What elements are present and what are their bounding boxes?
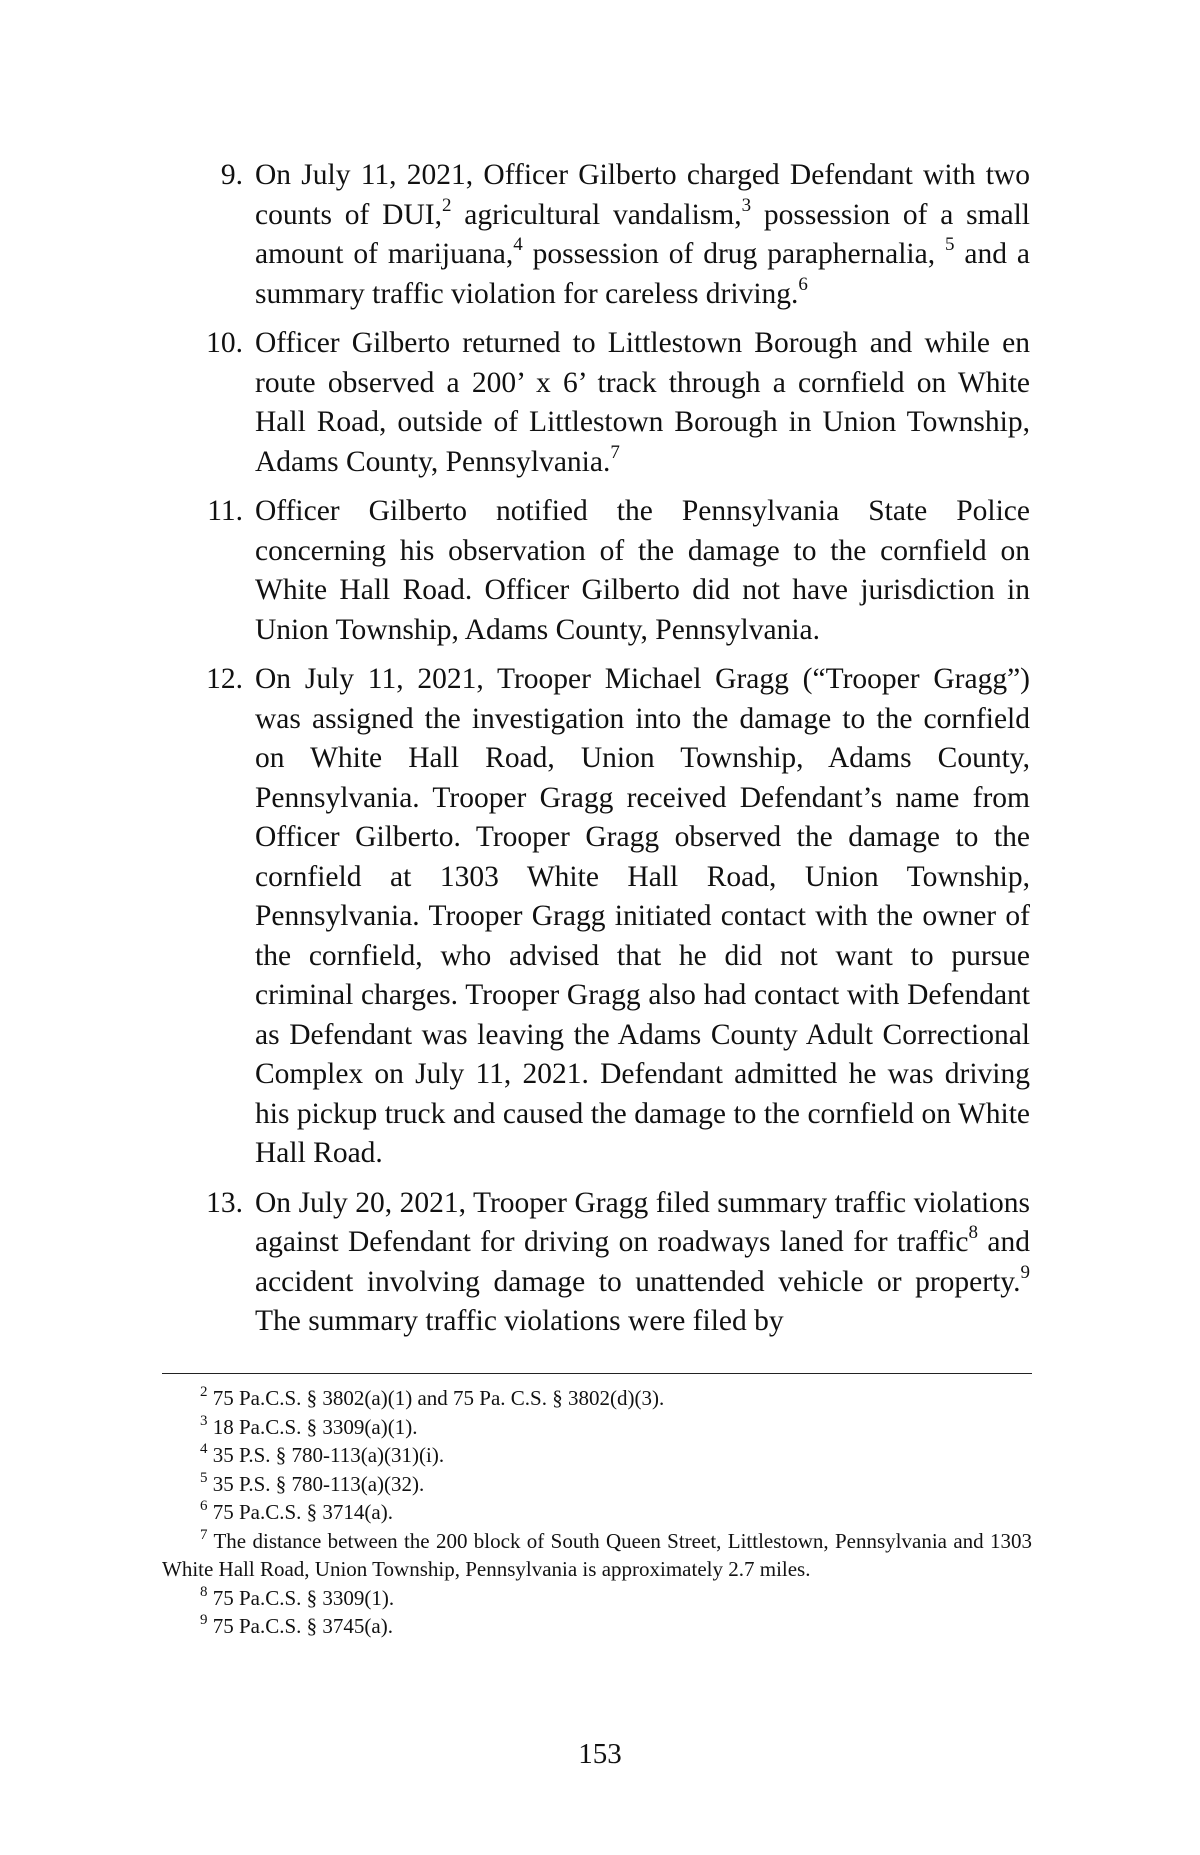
footnote-ref[interactable]: 4	[513, 234, 523, 256]
paragraph-text	[255, 156, 1030, 314]
footnote-text: 35 P.S. § 780-113(a)(31)(i).	[212, 1443, 445, 1467]
footnote	[162, 1612, 1032, 1641]
footnote-ref[interactable]: 6	[798, 273, 808, 295]
paragraph-text	[255, 492, 1030, 650]
footnote-text: 75 Pa.C.S. § 3802(a)(1) and 75 Pa. C.S. § 3802(d)(3).	[212, 1386, 665, 1410]
paragraph-text-run: and a summary traffic violation for careless driving.	[255, 238, 1030, 310]
footnote-ref[interactable]: 5	[944, 234, 955, 256]
footnotes	[162, 1384, 1032, 1641]
footnote	[162, 1384, 1032, 1413]
paragraph-number: 10.	[206, 327, 243, 359]
paragraph-text-run: possession of a small amount of marijuana,	[255, 198, 1031, 270]
paragraph-text	[255, 660, 1030, 1174]
footnote-text: 75 Pa.C.S. § 3309(1).	[212, 1585, 395, 1610]
paragraph-text-run: Officer Gilberto returned to Littlestown Borough and while en route observed a 200’ x 6’ track through a cornfield on White Hall Road, outside of Littlestown Borough in Union Township, Adams County, Pennsylvania.	[255, 327, 1030, 478]
paragraph-item	[195, 492, 1030, 650]
footnote-mark: 6	[200, 1498, 208, 1514]
footnote-ref[interactable]: 3	[741, 194, 752, 216]
footnote-divider	[162, 1373, 1032, 1374]
footnote	[162, 1498, 1032, 1527]
paragraph-text	[255, 324, 1030, 482]
footnote-ref[interactable]: 9	[1020, 1261, 1030, 1283]
footnote-mark: 9	[200, 1612, 208, 1628]
footnote-mark: 3	[200, 1412, 208, 1429]
paragraph-item	[195, 1184, 1030, 1342]
paragraph-text-run: The summary traffic violations were filed by	[255, 1305, 784, 1337]
paragraph-item	[195, 324, 1030, 482]
paragraph-text-run: On July 11, 2021, Trooper Michael Gragg (“Trooper Gragg”) was assigned the investigation into the damage to the cornfield on White Hall Road, Union Township, Adams County, Pennsylvania. Trooper Gragg received Defendant’s name from Officer Gilberto. Trooper Gragg observed the damage to the cornfield at 1303 White Hall Road, Union Township, Pennsylvania. Trooper Gragg initiated contact with the owner of the cornfield, who advised that he did not want to pursue criminal charges. Trooper Gragg also had contact with Defendant as Defendant was leaving the Adams County Adult Correctional Complex on July 11, 2021. Defendant admitted he was driving his pickup truck and caused the damage to the cornfield on White Hall Road.	[255, 663, 1030, 1169]
footnote	[162, 1470, 1032, 1499]
paragraph-text-run: On July 11, 2021, Officer Gilberto charged Defendant with two counts of DUI,	[255, 159, 1030, 231]
footnote-ref[interactable]: 7	[610, 441, 620, 463]
paragraph-text-run: possession of drug paraphernalia,	[522, 238, 945, 270]
footnote-text: 75 Pa.C.S. § 3714(a).	[212, 1500, 393, 1524]
footnote-text: 35 P.S. § 780-113(a)(32).	[212, 1471, 425, 1496]
paragraph-text-run: On July 20, 2021, Trooper Gragg filed summary traffic violations against Defendant for driving on roadways laned for traffic	[255, 1186, 1030, 1258]
footnote-ref[interactable]: 2	[441, 194, 452, 216]
paragraph-number: 13.	[206, 1186, 243, 1219]
paragraph-text	[255, 1184, 1030, 1342]
paragraph-text-run: and accident involving damage to unattended vehicle or property.	[255, 1226, 1031, 1298]
paragraph-number: 11.	[207, 495, 243, 527]
footnote-mark: 8	[200, 1583, 208, 1600]
footnote-ref[interactable]: 8	[968, 1222, 979, 1244]
paragraph-number: 9.	[220, 159, 243, 191]
footnote-mark: 5	[200, 1469, 208, 1486]
page-number: 153	[578, 1738, 622, 1770]
paragraph-number: 12.	[206, 663, 243, 695]
footnote-mark: 7	[200, 1526, 208, 1543]
footnote	[162, 1441, 1032, 1470]
footnote	[162, 1527, 1032, 1584]
footnote-mark: 4	[200, 1441, 208, 1457]
paragraph-item	[195, 660, 1030, 1174]
footnote-text: 18 Pa.C.S. § 3309(a)(1).	[212, 1414, 418, 1439]
footnote-text: 75 Pa.C.S. § 3745(a).	[212, 1614, 393, 1638]
footnote	[162, 1413, 1032, 1442]
footnote-mark: 2	[200, 1384, 208, 1400]
paragraph-text-run: agricultural vandalism,	[451, 198, 742, 231]
paragraph-text-run: Officer Gilberto notified the Pennsylvania State Police concerning his observation of the damage to the cornfield on White Hall Road. Officer Gilberto did not have jurisdiction in Union Township, Adams County, Pennsylvania.	[255, 495, 1030, 646]
footnote-text: The distance between the 200 block of South Queen Street, Littlestown, Pennsylvania and 1303 White Hall Road, Union Township, Pennsylvania is approximately 2.7 miles.	[162, 1528, 1033, 1581]
numbered-paragraph-list	[195, 156, 1030, 1352]
paragraph-item	[195, 156, 1030, 314]
footnote	[162, 1584, 1032, 1613]
